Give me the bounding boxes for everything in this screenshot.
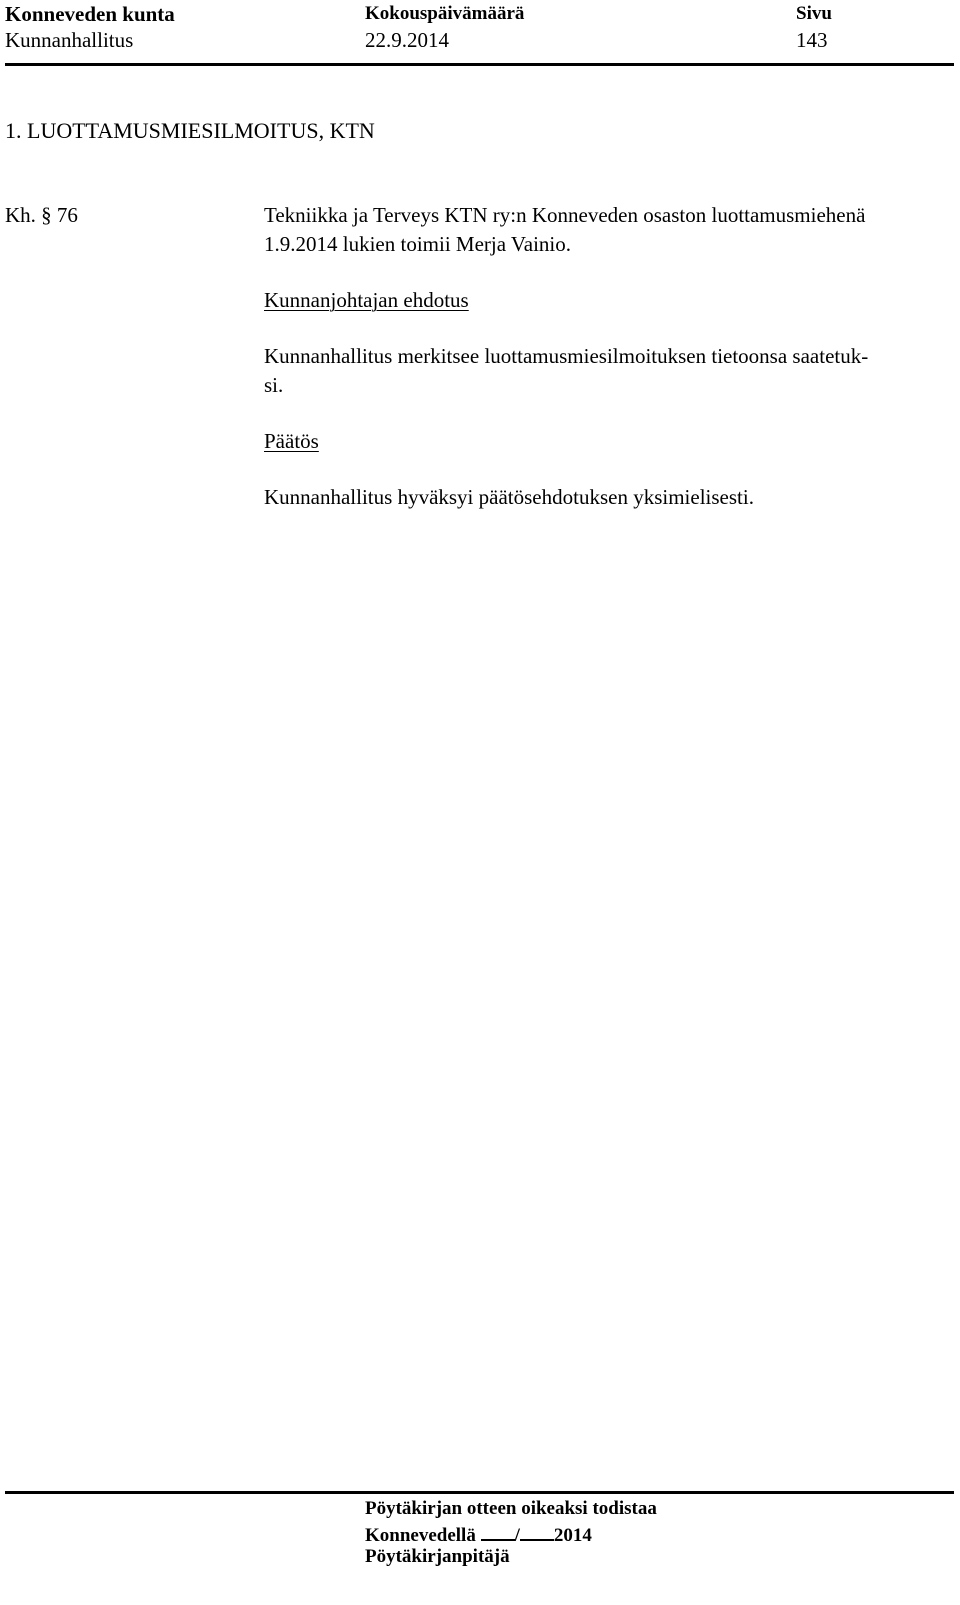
proposal-line-1: Kunnanhallitus merkitsee luottamusmiesilmoituksen tietoonsa saatetuk- [264,344,869,368]
signer-title: Pöytäkirjanpitäjä [365,1546,510,1567]
intro-line-2: 1.9.2014 lukien toimii Merja Vainio. [264,232,572,256]
section-title: 1. LUOTTAMUSMIESILMOITUS, KTN [5,118,375,143]
year: 2014 [553,1525,592,1546]
page-number: 143 [796,28,828,52]
date-separator: / [514,1525,520,1546]
section-sign: § [41,203,52,227]
meeting-date-label: Kokouspäivämäärä [365,3,525,24]
proposal-heading: Kunnanjohtajan ehdotus [264,288,469,312]
decision-heading: Päätös [264,429,319,453]
page-label: Sivu [796,3,832,24]
decision-text: Kunnanhallitus hyväksyi päätösehdotuksen yksimielisesti. [264,485,754,509]
proposal-line-2: si. [264,373,284,397]
month-blank [520,1521,554,1541]
meeting-date: 22.9.2014 [365,28,449,52]
footer-rule [5,1491,954,1494]
place: Konnevedellä [365,1525,476,1546]
certification-text: Pöytäkirjan otteen oikeaksi todistaa [365,1498,657,1519]
header-rule [5,63,954,66]
ref-number: 76 [56,203,78,227]
day-blank [481,1521,515,1541]
body-name: Kunnanhallitus [5,28,134,52]
paragraph-reference [5,201,78,229]
intro-line-1: Tekniikka ja Terveys KTN ry:n Konneveden osaston luottamusmiehenä [264,203,866,227]
certification-place-date [365,1521,592,1548]
ref-prefix: Kh. [5,203,36,227]
municipality-name: Konneveden kunta [5,2,175,26]
